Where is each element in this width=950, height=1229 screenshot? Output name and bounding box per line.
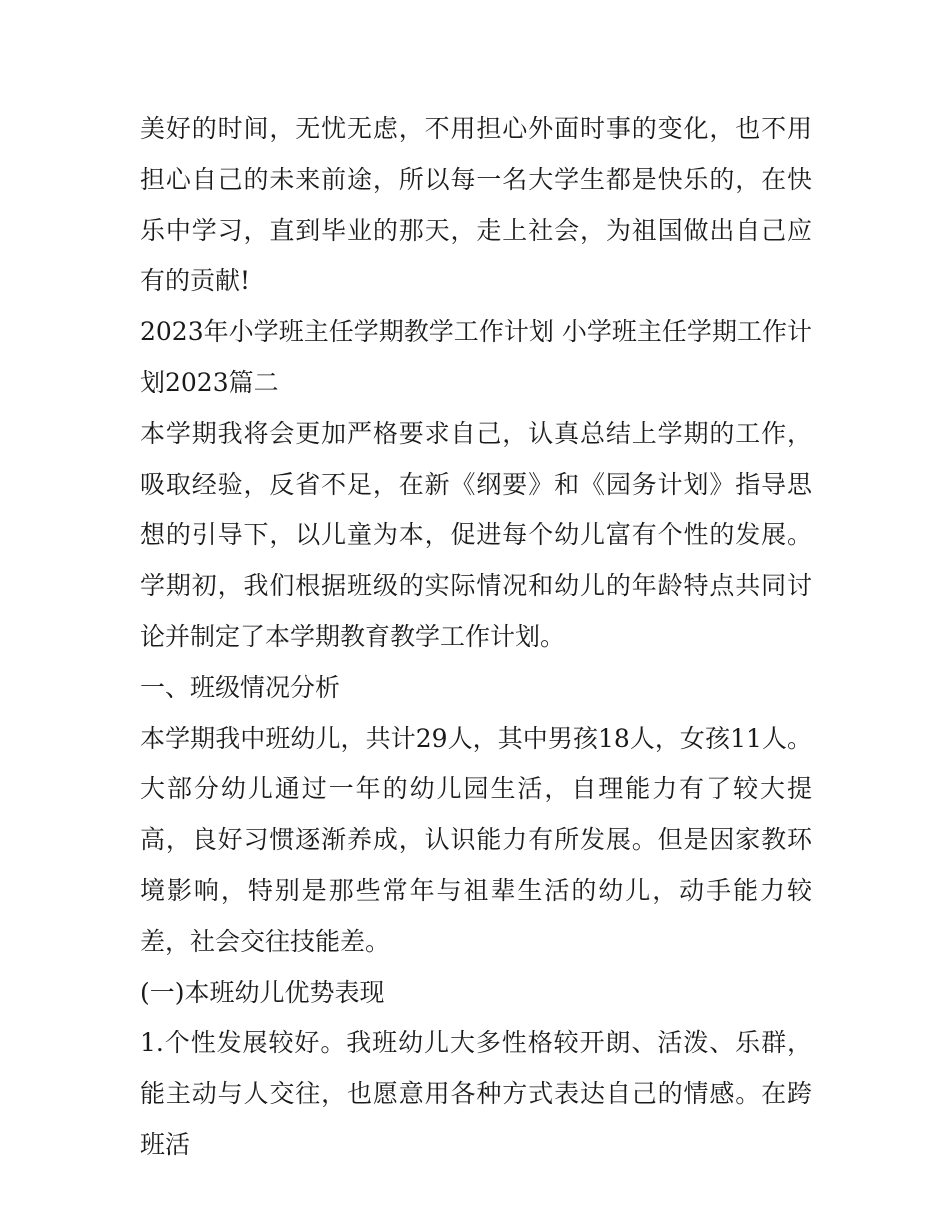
paragraph-plan-overview: 本学期我将会更加严格要求自己，认真总结上学期的工作，吸取经验，反省不足，在新《纲要》和《园务计划》指导思想的引导下，以儿童为本，促进每个幼儿富有个性的发展。学期初，我们根据班级的实际情况和幼儿的年龄特点共同讨论并制定了本学期教育教学工作计划。	[140, 418, 812, 651]
document-body	[140, 104, 812, 1171]
paragraph-class-situation: 本学期我中班幼儿，共计29人，其中男孩18人，女孩11人。大部分幼儿通过一年的幼儿园生活，自理能力有了较大提高，良好习惯逐渐养成，认识能力有所发展。但是因家教环境影响，特别是那些常年与祖辈生活的幼儿，动手能力较差，社会交往技能差。	[140, 723, 812, 956]
heading-class-analysis: 一、班级情况分析	[140, 672, 341, 702]
subheading-strengths: (一)本班幼儿优势表现	[140, 977, 385, 1007]
paragraph-strength-1: 1.个性发展较好。我班幼儿大多性格较开朗、活泼、乐群，能主动与人交往，也愿意用各种方式表达自己的情感。在跨班活	[140, 1028, 812, 1159]
paragraph-intro-continuation: 美好的时间，无忧无虑，不用担心外面时事的变化，也不用担心自己的未来前途，所以每一名大学生都是快乐的，在快乐中学习，直到毕业的那天，走上社会，为祖国做出自己应有的贡献!	[140, 114, 812, 296]
section-title: 2023年小学班主任学期教学工作计划 小学班主任学期工作计划2023篇二	[140, 317, 812, 397]
